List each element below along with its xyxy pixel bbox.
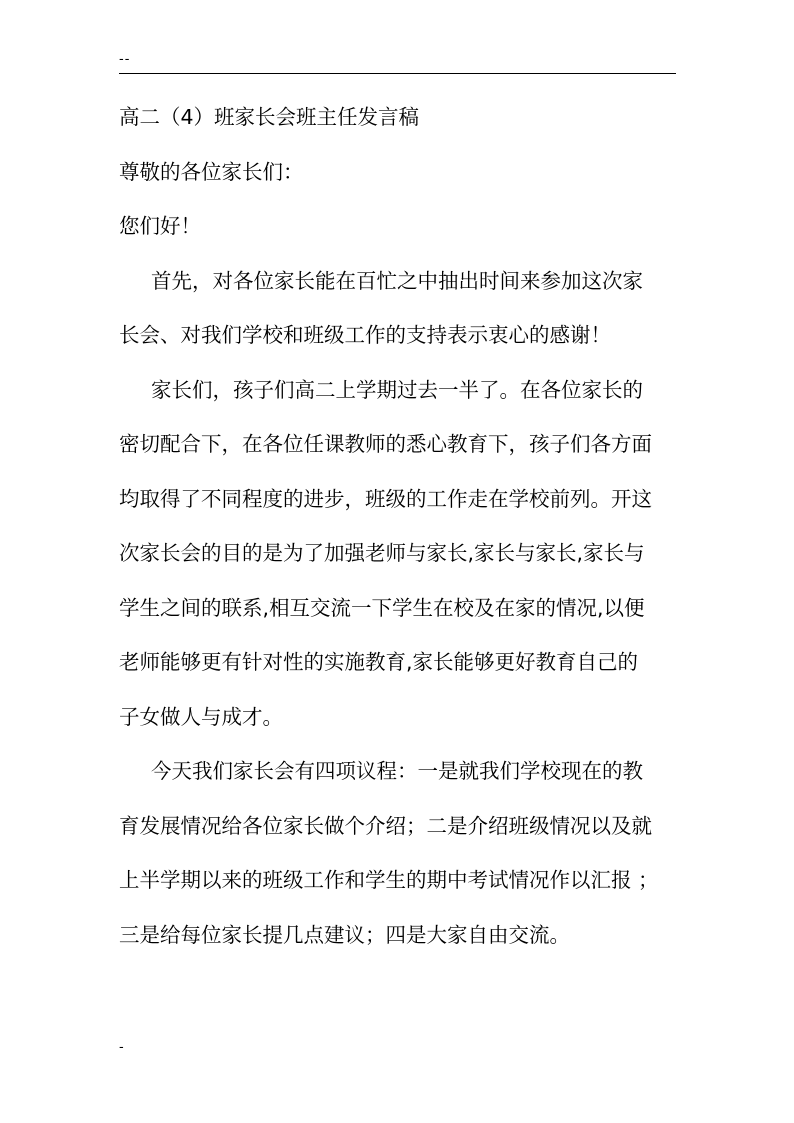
text-line: 长会、对我们学校和班级工作的支持表示衷心的感谢！	[119, 323, 611, 347]
page-footer-mark: -	[119, 1040, 124, 1055]
text-line: 首先，对各位家长能在百忙之中抽出时间来参加这次家	[151, 268, 643, 293]
text-line: 次家长会的目的是为了加强老师与家长,家长与家长,家长与	[119, 541, 645, 565]
header-rule	[119, 73, 676, 74]
text-line: 上半学期以来的班级工作和学生的期中考试情况作以汇报 ；	[119, 868, 659, 892]
text-line: 密切配合下，在各位任课教师的悉心教育下，孩子们各方面	[119, 432, 652, 456]
text-line: 学生之间的联系,相互交流一下学生在校及在家的情况,以便	[119, 595, 645, 620]
text-line: 老师能够更有针对性的实施教育,家长能够更好教育自己的	[119, 650, 639, 674]
text-line: 子女做人与成才。	[119, 704, 283, 729]
text-line: 三是给每位家长提几点建议；四是大家自由交流。	[119, 922, 570, 947]
text-line: 育发展情况给各位家长做个介绍；二是介绍班级情况以及就	[119, 813, 652, 838]
document-title: 高二（4）班家长会班主任发言稿	[119, 105, 420, 129]
salutation: 尊敬的各位家长们：	[119, 159, 304, 184]
text-line: 家长们，孩子们高二上学期过去一半了。在各位家长的	[151, 377, 643, 402]
greeting: 您们好！	[119, 214, 201, 238]
text-line: 今天我们家长会有四项议程：一是就我们学校现在的教	[151, 759, 643, 783]
document-body	[119, 90, 679, 962]
page-header-mark: --	[119, 52, 131, 67]
text-line: 均取得了不同程度的进步，班级的工作走在学校前列。开这	[119, 486, 652, 511]
